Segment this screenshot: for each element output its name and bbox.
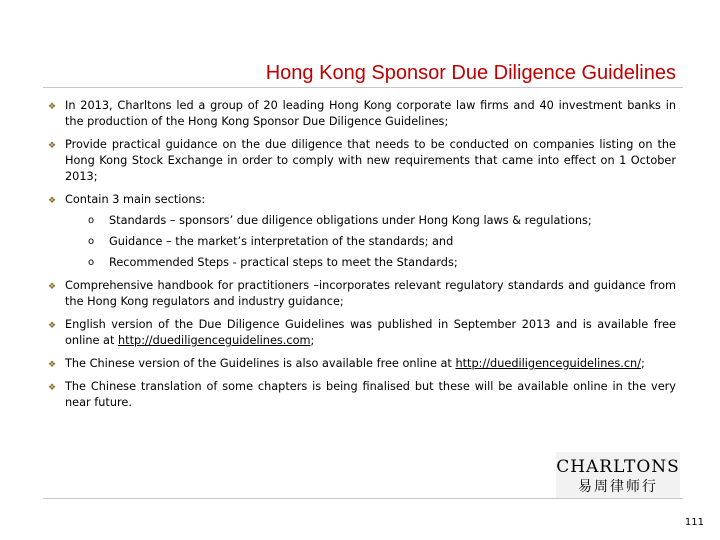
list-item (48, 356, 676, 372)
page-number: 111 (684, 517, 704, 528)
bullet-list (48, 98, 676, 418)
diamond-bullet-icon: ❖ (48, 141, 57, 151)
item-text: Comprehensive handbook for practitioners –incorporates relevant regulatory standards and guidance from the Hong Kong regulators and industry guidance; (65, 279, 676, 308)
chinese-guidelines-link[interactable]: http://duediligenceguidelines.cn/ (455, 357, 642, 370)
item-text: The Chinese version of the Guidelines is also available free online at (65, 357, 456, 370)
circle-bullet-icon: o (88, 215, 95, 226)
circle-bullet-icon: o (88, 257, 95, 268)
english-guidelines-link[interactable]: http://duediligenceguidelines.com (118, 334, 311, 347)
sub-item-text: Standards – sponsors’ due diligence obligations under Hong Kong laws & regulations; (109, 214, 592, 227)
item-text: Contain 3 main sections: (65, 193, 206, 206)
list-item (48, 379, 676, 411)
diamond-bullet-icon: ❖ (48, 102, 57, 112)
footer-divider (43, 498, 683, 499)
page-title: Hong Kong Sponsor Due Diligence Guidelines (265, 62, 676, 84)
list-item (48, 317, 676, 349)
item-text: The Chinese translation of some chapters is being finalised but these will be available online in the very near future. (65, 380, 676, 409)
logo-name-zh: 易周律师行 (578, 479, 658, 495)
item-text: Provide practical guidance on the due diligence that needs to be conducted on companies listing on the Hong Kong Stock Exchange in order to comply with new requirements that came into effect on 1 October 2013; (65, 138, 676, 183)
item-text: In 2013, Charltons led a group of 20 leading Hong Kong corporate law firms and 40 investment banks in the production of the Hong Kong Sponsor Due Diligence Guidelines; (65, 99, 676, 128)
circle-bullet-icon: o (88, 236, 95, 247)
diamond-bullet-icon: ❖ (48, 383, 57, 393)
diamond-bullet-icon: ❖ (48, 282, 57, 292)
diamond-bullet-icon: ❖ (48, 321, 57, 331)
item-text-end: ; (641, 357, 645, 370)
sub-item-text: Recommended Steps - practical steps to meet the Standards; (109, 256, 458, 269)
list-item (48, 192, 676, 271)
list-item (48, 278, 676, 310)
logo-name-en: CHARLTONS (556, 457, 680, 477)
sub-item (65, 234, 676, 250)
sub-item (65, 213, 676, 229)
header-divider (43, 87, 683, 88)
item-text: English version of the Due Diligence Guidelines was published in September 2013 and is available free online at (65, 318, 676, 347)
diamond-bullet-icon: ❖ (48, 196, 57, 206)
sub-item (65, 255, 676, 271)
charltons-logo (556, 452, 680, 498)
list-item (48, 137, 676, 185)
diamond-bullet-icon: ❖ (48, 360, 57, 370)
sub-item-text: Guidance – the market’s interpretation of the standards; and (109, 235, 454, 248)
list-item (48, 98, 676, 130)
item-text-end: ; (310, 334, 315, 347)
